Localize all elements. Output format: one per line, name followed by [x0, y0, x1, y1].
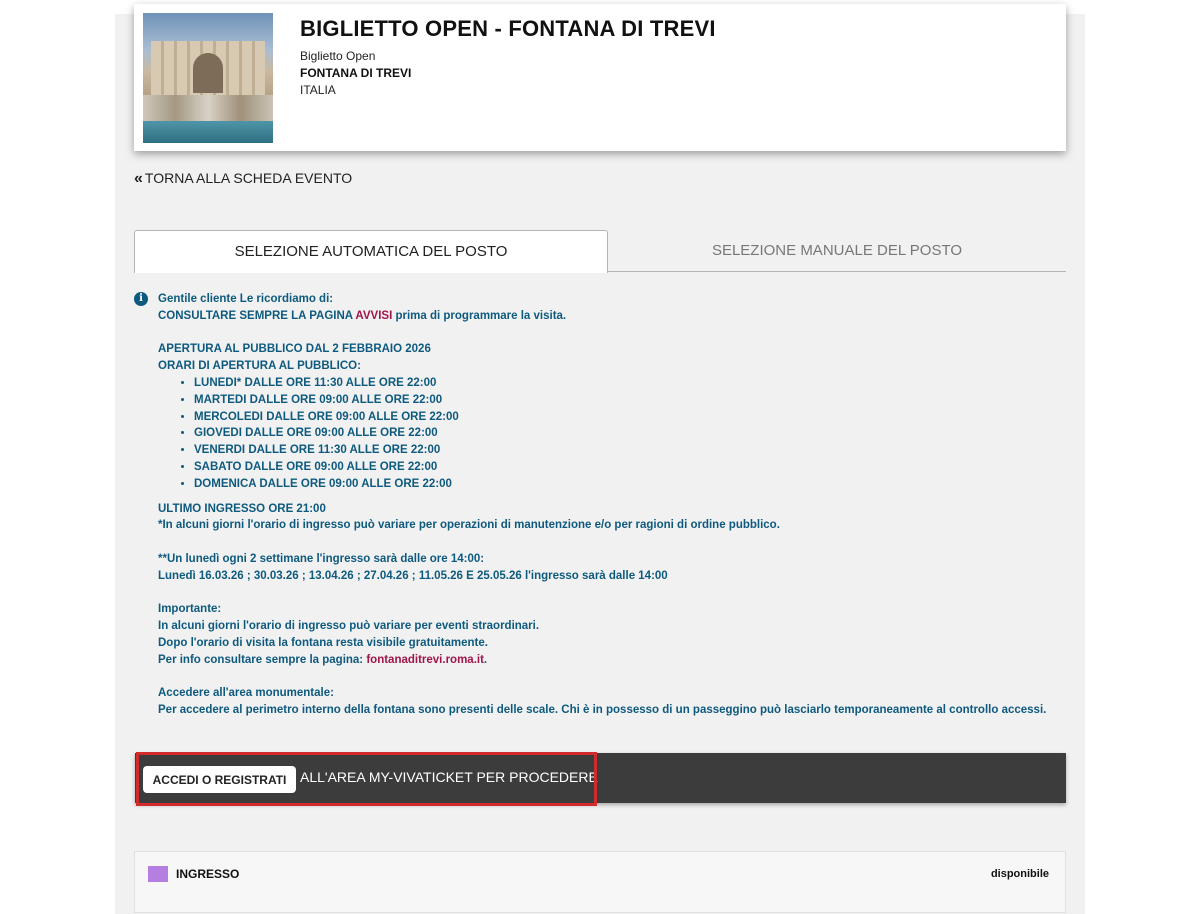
list-item: • DOMENICA DALLE ORE 09:00 ALLE ORE 22:00: [194, 476, 1048, 493]
info-hours-title: ORARI DI APERTURA AL PUBBLICO:: [158, 360, 361, 373]
login-prompt-text: ALL'AREA MY-VIVATICKET PER PROCEDERE: [300, 769, 598, 785]
event-thumbnail-image: [143, 13, 273, 143]
event-type: Biglietto Open: [300, 49, 376, 63]
info-greeting: Gentile cliente Le ricordiamo di:: [158, 293, 334, 305]
list-item: • MARTEDI DALLE ORE 09:00 ALLE ORE 22:00: [194, 392, 1048, 409]
avvisi-link[interactable]: AVVISI: [355, 309, 393, 322]
opening-hours-list: [158, 375, 1048, 493]
back-link-label: TORNA ALLA SCHEDA EVENTO: [144, 170, 353, 186]
info-note-monday-title: **Un lunedì ogni 2 settimane l'ingresso sarà dalle ore 14:00:: [158, 552, 485, 565]
list-item: • GIOVEDI DALLE ORE 09:00 ALLE ORE 22:00: [194, 425, 1048, 442]
list-item: • SABATO DALLE ORE 09:00 ALLE ORE 22:00: [194, 459, 1048, 476]
tab-manual-seat-selection[interactable]: SELEZIONE MANUALE DEL POSTO: [711, 242, 963, 259]
fontanaditrevi-link[interactable]: fontanaditrevi.roma.it: [366, 653, 484, 666]
event-title: BIGLIETTO OPEN - FONTANA DI TREVI: [300, 16, 716, 41]
info-important-2: Dopo l'orario di visita la fontana resta visibile gratuitamente.: [158, 636, 488, 649]
info-icon: i: [134, 292, 148, 306]
info-opening-date: APERTURA AL PUBBLICO DAL 2 FEBBRAIO 2026: [158, 343, 431, 356]
list-item: • VENERDI DALLE ORE 11:30 ALLE ORE 22:00: [194, 442, 1048, 459]
ticket-color-swatch: [148, 866, 168, 882]
login-prompt-bar: [135, 753, 1066, 803]
event-country: ITALIA: [300, 83, 336, 97]
info-consult-line: CONSULTARE SEMPRE LA PAGINA AVVISI prima di programmare la visita.: [158, 309, 567, 322]
info-access-text: Per accedere al perimetro interno della fontana sono presenti delle scale. Chi è in possesso di un passeggino può lasciarlo temporaneamente al controllo accessi.: [158, 704, 1047, 717]
double-chevron-left-icon: «: [134, 170, 143, 187]
info-important-1: In alcuni giorni l'orario di ingresso può variare per eventi straordinari.: [158, 620, 540, 633]
login-register-button[interactable]: ACCEDI O REGISTRATI: [143, 766, 296, 793]
event-venue: FONTANA DI TREVI: [300, 66, 412, 80]
info-important-3: Per info consultare sempre la pagina: fontanaditrevi.roma.it.: [158, 653, 488, 666]
back-to-event-link[interactable]: [134, 170, 352, 188]
ticket-availability: disponibile: [990, 868, 1049, 880]
event-header-card: [134, 4, 1066, 151]
info-important-title: Importante:: [158, 603, 222, 616]
list-item: • MERCOLEDI DALLE ORE 09:00 ALLE ORE 22:00: [194, 409, 1048, 426]
info-access-title: Accedere all'area monumentale:: [158, 687, 334, 700]
info-note-maintenance: *In alcuni giorni l'orario di ingresso può variare per operazioni di manutenzione e/o per ragioni di ordine pubblico.: [158, 519, 780, 532]
ticket-type-row[interactable]: [134, 851, 1066, 913]
ticket-name: INGRESSO: [176, 867, 240, 881]
list-item: • LUNEDI* DALLE ORE 11:30 ALLE ORE 22:00: [194, 375, 1048, 392]
tab-automatic-seat-selection[interactable]: SELEZIONE AUTOMATICA DEL POSTO: [134, 230, 608, 273]
info-note-monday-dates: Lunedì 16.03.26 ; 30.03.26 ; 13.04.26 ; 27.04.26 ; 11.05.26 E 25.05.26 l'ingresso sarà dalle 14:00: [158, 569, 668, 582]
info-last-entry: ULTIMO INGRESSO ORE 21:00: [158, 502, 326, 515]
visitor-info-notice: [158, 291, 1048, 719]
